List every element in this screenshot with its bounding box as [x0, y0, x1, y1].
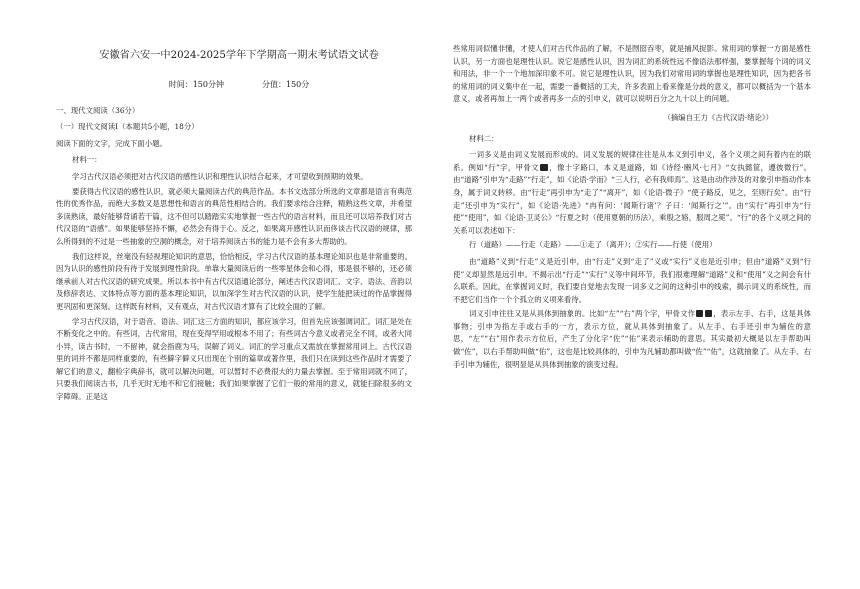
- paragraph: 学习古代汉语必须把对古代汉语的感性认识和理性认识结合起来，才可望收到预期的效果。: [72, 171, 368, 181]
- paragraph-text: 一词多义是由词义发展而形成的。词义发展的规律往往是从本义到引申义，各个义项之间有着内在的联系。例如“行”字，甲骨文: [453, 150, 811, 172]
- paragraph: [453, 308, 811, 371]
- oracle-bone-xing-icon: [540, 164, 548, 171]
- source-citation: （摘编自王力《古代汉语·绪论》）: [663, 112, 773, 122]
- oracle-bone-you-icon: [705, 310, 712, 317]
- exam-time: 时间：150分钟: [168, 80, 224, 89]
- right-column: [453, 43, 811, 371]
- material2-label: 材料二：: [469, 133, 499, 143]
- paragraph-text: ，像十字路口，本义是道路，如《诗经·豳风·七月》“女执懿筐，遵彼微行”。由“道路”引申为“走路”“行走”，如《论语·学而》“三人行，必有我师焉”。这是由动作涉及的对象引申指动作本身，属于词义转移。由“行走”再引申为“走了”“离开”，如《论语·微子》“使子路反，见之，至则行矣”。由“行走”还引申为“实行”，如《论语·先进》“冉有问：‘闻斯行诸’？子曰：‘闻斯行之’”。由“实行”再引申为“行使”“使用”，如《论语·卫灵公》“行夏之时（使用夏朝的历法），乘殷之辂，服周之冕”。“行”的各个义项之间的关系可以表述如下：: [453, 162, 811, 235]
- exam-score: 分值：150分: [262, 80, 310, 89]
- meaning-chain: 行（道路）——行走（走路）——①走了（离开）；②实行——行使（使用）: [469, 240, 717, 250]
- paragraph: 学习古代汉语，对于语音、语法、词汇这三方面的知识，都应该学习，但首先应该强调词汇。词汇是处在不断变化之中的。有些词，古代常用，现在变得罕用或根本不用了；有些词古今意义或者完全不同，或者大同小异，读古书时，一不留神，就会指鹿为马，误解了词义。词汇的学习重点又需放在掌握常用词上。古代汉语里的词并不都是同样重要的，有些僻字僻义只出现在个别的篇章或著作里，我们只在读到这些作品时才需要了解它们的意义，翻检字典辞书，就可以解决问题，可以暂时不必费很大的力量去掌握。至于常用词就不同了，只要我们阅读古书，几乎无时无地不和它们接触；我们如果掌握了它们一般的常用的意义，就能扫除很多的文字障碍。正是这: [56, 316, 412, 402]
- paragraph: [453, 149, 811, 237]
- paragraph-text: 词义引申往往又是从具体到抽象的。比如“左”“右”两个字，甲骨文作: [469, 309, 696, 319]
- material1-label: 材料一：: [72, 155, 102, 165]
- paragraph: 些常用词似懂非懂，才使人们对古代作品的了解，不是囫囵吞枣，就是捕风捉影。常用词的掌握一方面是感性认识，另一方面也是理性认识。说它是感性认识，因为词汇的系统性远不像语法那样强，要掌握每个词的词义和用法，非一个一个地加深印象不可。说它是理性认识，因为我们对常用词的掌握也是理性知识，因为把各书的常用词的词义集中在一起，需要一番概括的工夫，许多表面上看来像是分歧的意义，都可以概括为一个基本意义，或者再加上一两个或者再多一点的引申义，就可以说明百分之九十以上的问题。: [453, 44, 811, 104]
- left-column: [56, 48, 412, 404]
- section-heading: 一、现代文阅读（36分）: [56, 105, 140, 115]
- exam-meta: [56, 79, 412, 92]
- paragraph: 我们这样说，丝毫没有轻视理论知识的意思，恰恰相反，学习古代汉语的基本理论知识也是非常重要的。因为认识的感性阶段有待于发展到理性阶段。单靠大量阅读后的一些零星体会和心得，那是很不够的，还必须继承前人对古代汉语的研究成果。所以本书中有古代汉语通论部分，阐述古代汉语词汇、文字、语法、音韵以及修辞表达、文体特点等方面的基本理论知识，以加深学生对古代汉语的认识，使学生能把读过的作品掌握得更巩固和更深刻。这样既有材料，又有观点，对古代汉语才算有了比较全面的了解。: [56, 251, 412, 311]
- subsection-heading: （一）现代文阅读Ⅰ（本题共5小题，18分）: [56, 122, 199, 132]
- oracle-bone-zuo-icon: [696, 310, 703, 317]
- paragraph: 要获得古代汉语的感性认识，就必须大量阅读古代的典范作品。本书文选部分所选的文章都是语言有典范性的优秀作品，而绝大多数又是思想性和语言的典范性相结合的。我们要求结合注释，精熟这些文章，并希望多读熟读，最好能够背诵若干篇，这不但可以踏踏实实地掌握一些古代的语言材料，而且还可以培养我们对古代汉语的“语感”。如果能够坚持不懈，必然会有得于心。反之，如果离开感性认识而侈谈古代汉语的规律，那么所得到的不过是一些抽象的空洞的概念，对于培养阅读古书的能力是不会有多大帮助的。: [56, 186, 412, 246]
- paragraph-text: ，表示左手、右手，这是具体事物；引申为指左手或右手的一方，表示方位，就从具体到抽象了。从左手、右手还引申为辅佐的意思，“左”“右”用作表示方位后，产生了分化字“佐”“佑”来表示辅助的意思。其实最初大概是以左手帮助叫做“佐”，以右手帮助叫做“佑”，这也是比较具体的，引申为凡辅助都叫做“佐”“佑”，这就抽象了。从左手、右手引申为辅佐，很明显是从具体到抽象的演变过程。: [453, 309, 811, 369]
- exam-title: 安徽省六安一中2024-2025学年下学期高一期末考试语文试卷: [99, 50, 379, 61]
- paragraph: 由“道路”义到“行走”义是近引申，由“行走”义到“走了”义或“实行”义也是近引申；但由“道路”义到“行使”义却显然是远引申。不揭示出“行走”“实行”义等中间环节，我们很难理解“道路”义和“使用”义之间会有什么联系。因此，在掌握词义时，我们要自觉地去发现一词多义之间的这种引申的线索，揭示词义的系统性，而不把它们当作一个个孤立的义项来看待。: [453, 256, 811, 304]
- reading-instruction: 阅读下面的文字，完成下面小题。: [56, 138, 167, 148]
